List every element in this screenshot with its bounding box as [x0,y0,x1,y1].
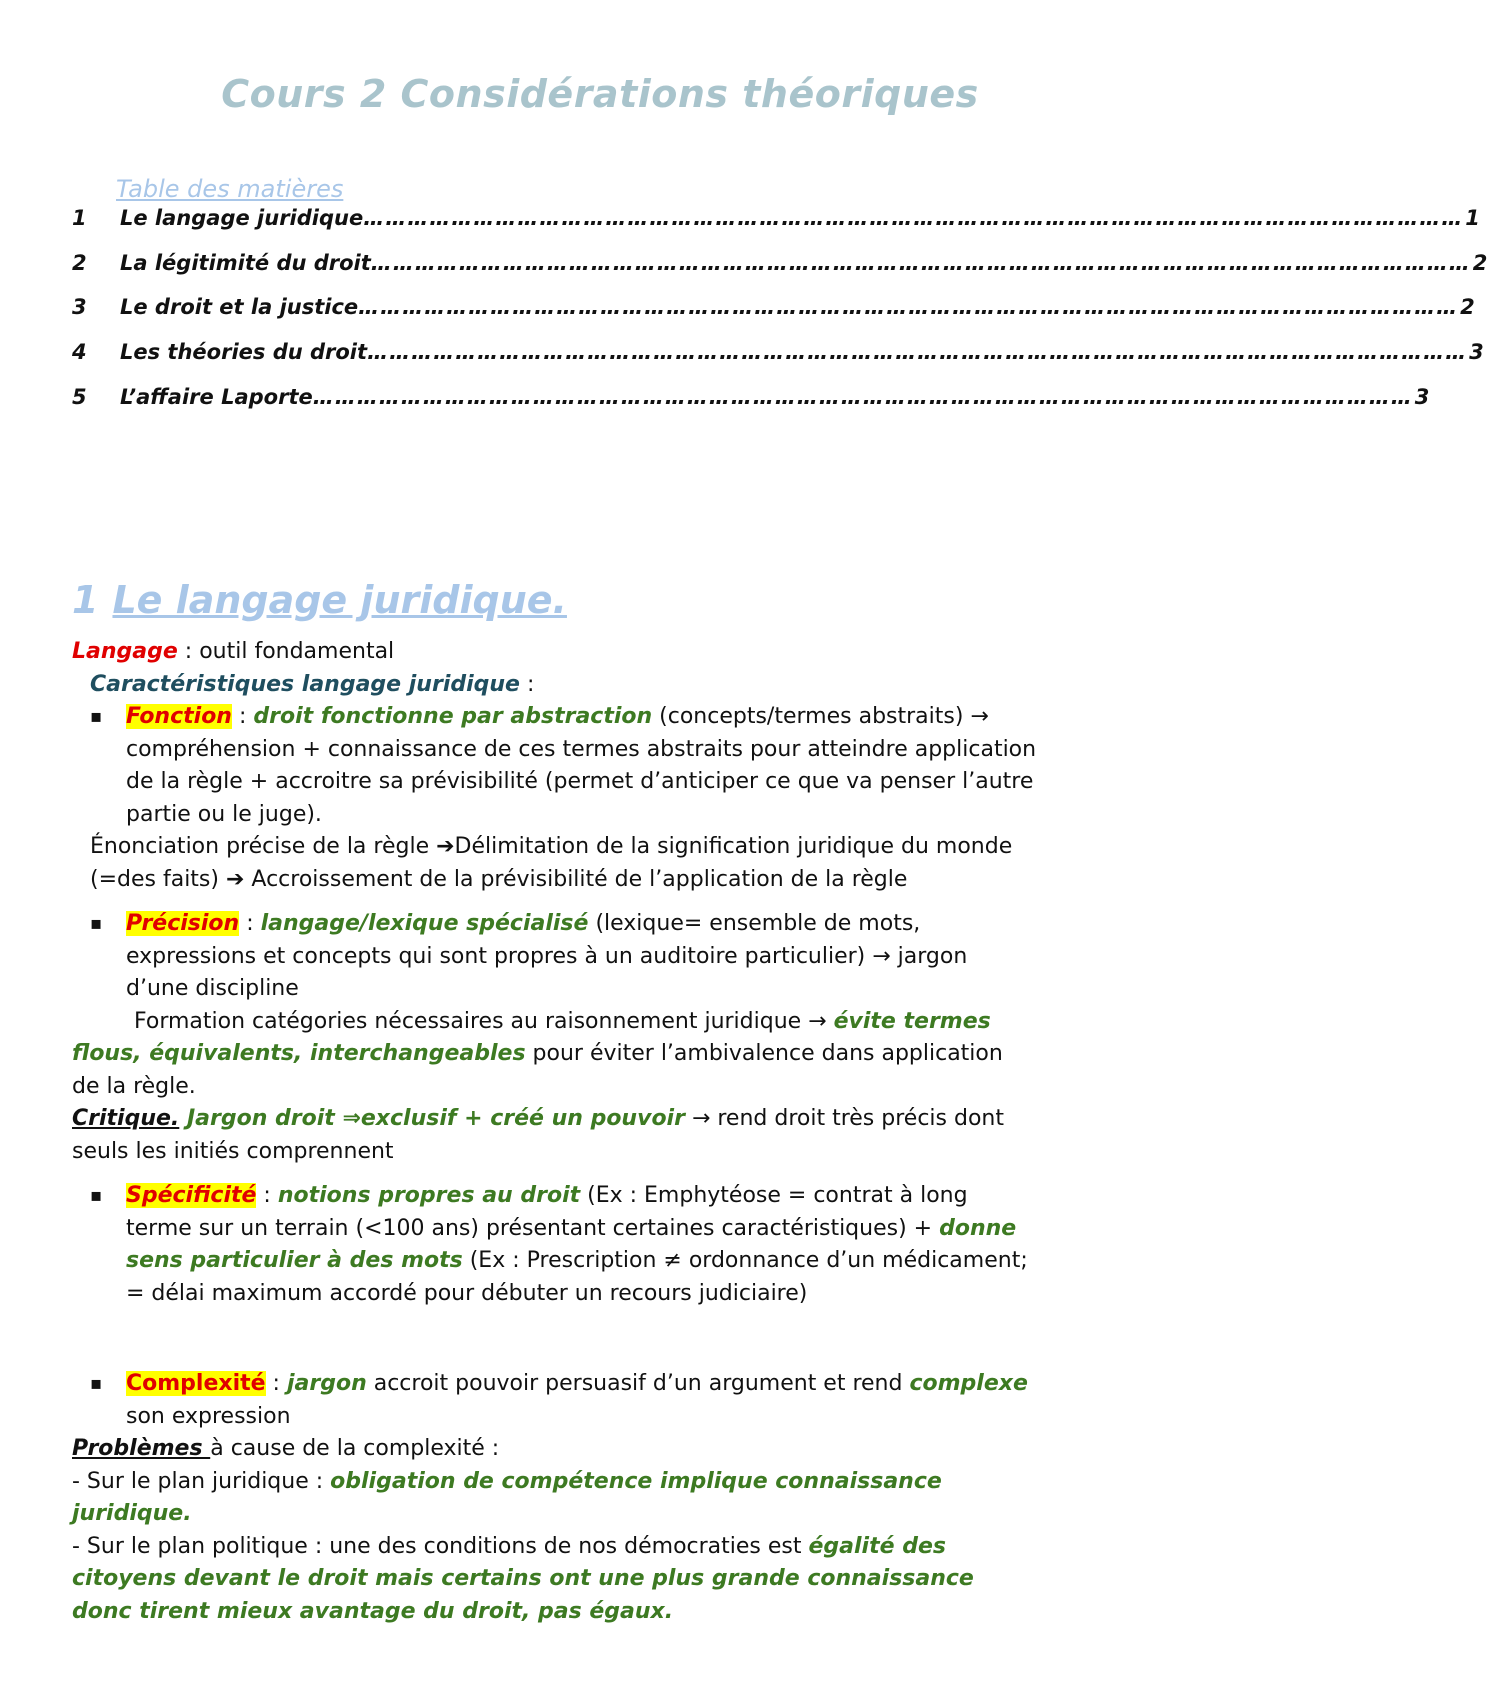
specificite-line4: = délai maximum accordé pour débuter un recours judiciaire) [126,1280,808,1306]
critique-line2: seuls les initiés comprennent [72,1138,394,1164]
toc-entry-text: La légitimité du droit [120,251,371,275]
probleme-politique-key2: citoyens devant le droit mais certains ont une plus grande connaissance [72,1566,974,1591]
precision-label: Précision [126,911,240,936]
precision-key: langage/lexique spécialisé [260,911,589,936]
toc-entry-page: 2 [1472,251,1487,275]
toc-entry-text: L’affaire Laporte [120,385,313,409]
caracteristiques-label: Caractéristiques langage juridique [90,671,520,697]
complexite-key2: complexe [909,1371,1028,1396]
toc-entry-number: 1 [72,206,87,230]
toc-leader-dots: …………………………………………………………………………………………………………………………………… [370,251,1471,275]
complexite-line2: son expression [126,1403,291,1429]
complexite-sep: : [265,1371,287,1396]
toc-entry[interactable] [72,340,1484,370]
enonciation-line2: (=des faits) ➔ Accroissement de la prévisibilité de l’application de la règle [90,866,908,892]
critique-key: Jargon droit ⇒exclusif + créé un pouvoir [179,1106,685,1131]
bullet-square-icon: ▪ [90,1373,103,1394]
toc-entry-page: 3 [1414,385,1430,409]
toc-leader-dots: …………………………………………………………………………………………………………………………………… [358,295,1459,319]
bullet-precision [72,908,1138,1006]
complexite-key1: jargon [286,1371,367,1396]
probleme-politique-key3: donc tirent mieux avantage du droit, pas égaux. [72,1598,674,1624]
toc-entry-page: 1 [1465,206,1480,230]
langage-label: Langage [72,639,178,664]
bullet-square-icon: ▪ [90,706,103,727]
specificite-key: notions propres au droit [277,1183,581,1208]
fonction-line1-rest: (concepts/termes abstraits) → [652,704,989,729]
toc-entry-page: 3 [1469,340,1484,364]
problemes-rest: à cause de la complexité : [210,1436,500,1461]
critique-paragraph [72,1103,1138,1168]
fonction-line2: compréhension + connaissance de ces termes abstraits pour atteindre application [126,736,1037,762]
bullet-square-icon: ▪ [90,913,103,934]
caracteristiques-colon: : [519,671,535,697]
caracteristiques-line [72,669,1138,702]
bullet-complexite [72,1368,1138,1433]
section-heading [72,578,567,622]
problemes-paragraph [72,1433,1138,1628]
toc-entry[interactable] [72,206,1480,236]
fonction-line3: de la règle + accroitre sa prévisibilité (permet d’anticiper ce que va penser l’autre [126,769,1034,794]
specificite-line3-key: sens particulier à des mots [126,1248,463,1273]
langage-definition: : outil fondamental [177,639,395,664]
formation-line3: de la règle. [72,1073,196,1099]
specificite-line2-start: terme sur un terrain (<100 ans) présentant certaines caractéristiques) + [126,1215,940,1241]
probleme-politique-start: - Sur le plan politique : une des conditions de nos démocraties est [72,1533,809,1559]
fonction-label: Fonction [126,704,232,729]
precision-line2: expressions et concepts qui sont propres à un auditoire particulier) → jargon [126,943,968,969]
bullet-specificite [72,1180,1138,1310]
bullet-square-icon: ▪ [90,1185,103,1206]
fonction-sep: : [231,704,254,729]
formation-paragraph [72,1006,1138,1104]
formation-line2-key: flous, équivalents, interchangeables [72,1041,526,1066]
toc-leader-dots: …………………………………………………………………………………………………………………………………… [363,206,1464,230]
langage-line [72,636,1138,669]
enonciation-paragraph [72,831,1138,896]
section-number: 1 [72,578,99,622]
specificite-line1-rest: (Ex : Emphytéose = contrat à long [580,1183,968,1208]
enonciation-line1: Énonciation précise de la règle ➔Délimitation de la signification juridique du monde [90,834,1013,859]
toc-entry-text: Le droit et la justice [120,295,359,319]
toc-entry-page: 2 [1460,295,1475,319]
toc-entry[interactable] [72,251,1487,281]
precision-line3: d’une discipline [126,976,299,1001]
specificite-line3-rest: (Ex : Prescription ≠ ordonnance d’un médicament; [462,1248,1028,1273]
complexite-mid: accroit pouvoir persuasif d’un argument et rend [366,1371,910,1396]
specificite-sep: : [256,1183,278,1208]
toc-entry-text: Les théories du droit [120,340,368,364]
probleme-juridique-key2: juridique. [72,1501,192,1526]
critique-line1-rest: → rend droit très précis dont [684,1106,1004,1131]
complexite-label: Complexité [126,1371,266,1396]
section-title: Le langage juridique. [112,578,567,622]
toc-entry-number: 5 [72,385,87,409]
toc-leader-dots: …………………………………………………………………………………………………………………………………… [312,385,1413,409]
precision-line1-rest: (lexique= ensemble de mots, [588,911,921,936]
bullet-fonction [72,701,1138,831]
probleme-politique-key1: égalité des [808,1533,946,1559]
toc-entry-number: 3 [72,295,87,319]
formation-line1-start: Formation catégories nécessaires au raisonnement juridique → [134,1008,834,1034]
specificite-label: Spécificité [126,1183,257,1208]
probleme-juridique-key1: obligation de compétence implique connaissance [330,1468,942,1494]
critique-label: Critique. [72,1106,180,1131]
formation-line2-rest: pour éviter l’ambivalence dans application [525,1041,1003,1066]
fonction-key: droit fonctionne par abstraction [253,704,653,729]
section-body [72,636,1138,1628]
fonction-line4: partie ou le juge). [126,801,322,827]
toc-heading[interactable]: Table des matières [116,175,344,203]
problemes-label: Problèmes [72,1436,211,1461]
formation-line1-key: évite termes [833,1008,991,1034]
toc-entry[interactable] [72,385,1430,415]
specificite-line2-key: donne [939,1215,1017,1241]
toc-entry-text: Le langage juridique [120,206,364,230]
toc-entry-number: 4 [72,340,87,364]
document-title: Cours 2 Considérations théoriques [221,72,979,116]
toc-entry[interactable] [72,295,1475,325]
toc-leader-dots: …………………………………………………………………………………………………………………………………… [367,340,1468,364]
probleme-juridique-start: - Sur le plan juridique : [72,1468,331,1494]
toc-entry-number: 2 [72,251,87,275]
precision-sep: : [239,911,261,936]
